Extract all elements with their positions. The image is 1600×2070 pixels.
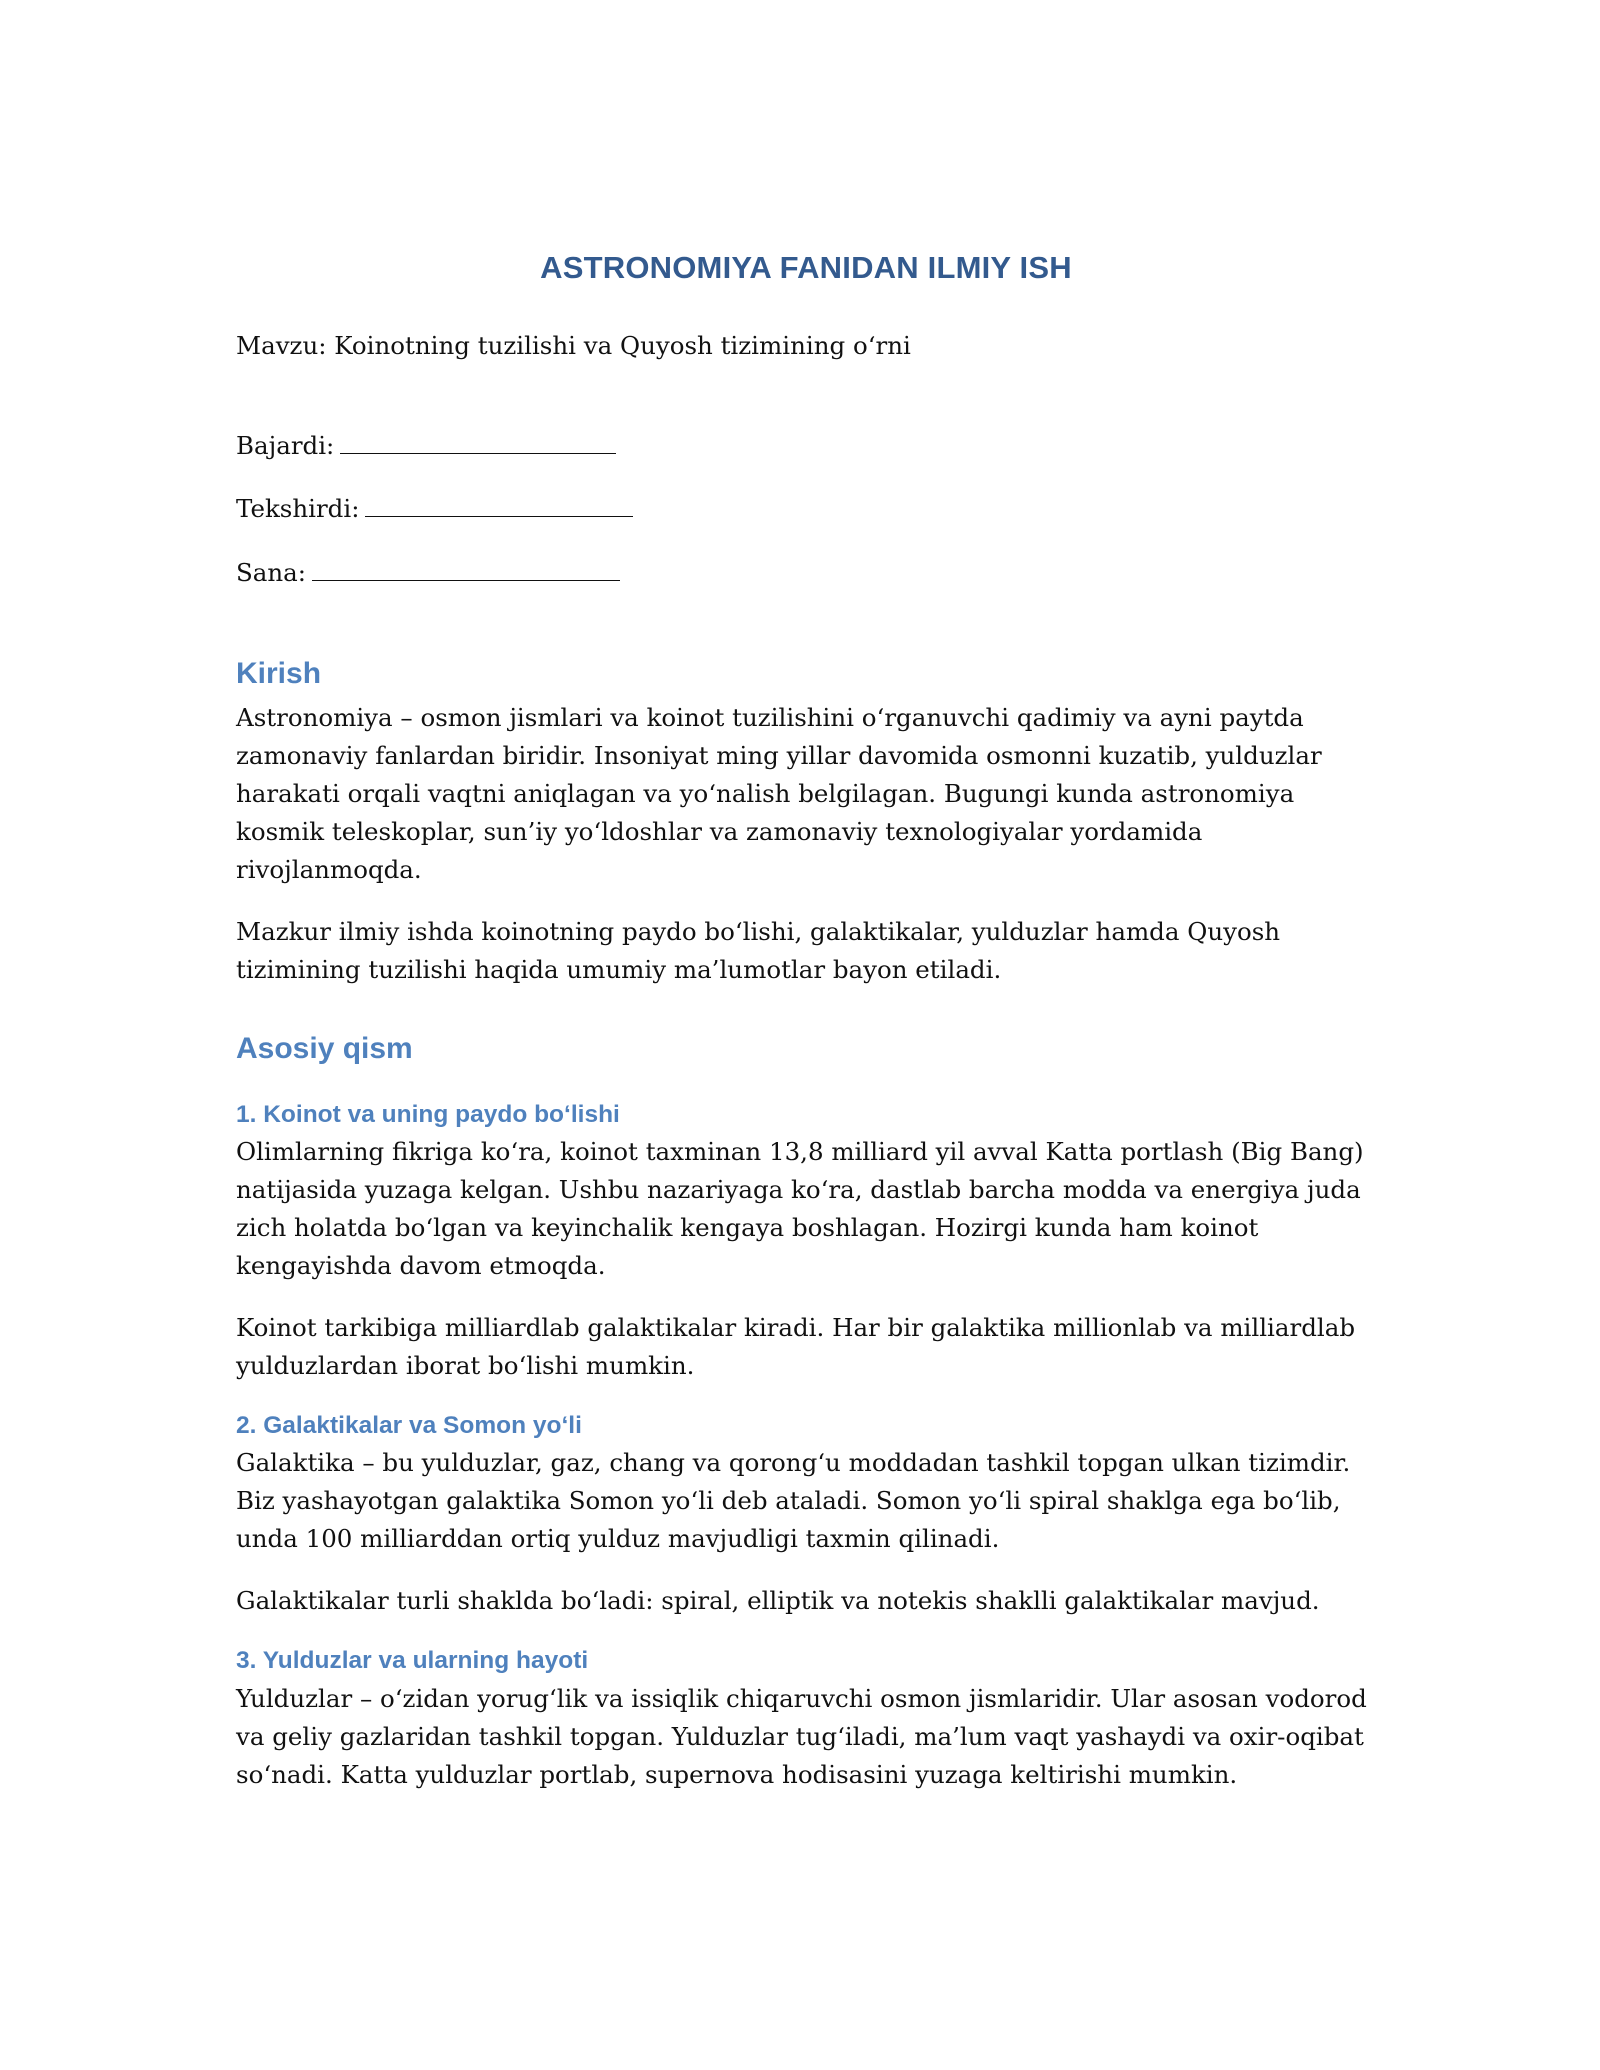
heading-asosiy-qism: Asosiy qism — [236, 1032, 413, 1066]
section-paragraph: Galaktika – bu yulduzlar, gaz, chang va qorong‘u moddadan tashkil topgan ulkan tizimdir. Biz yashayotgan galaktika Somon yo‘li deb ataladi. Somon yo‘li spiral shaklga ega bo‘lib, unda 100 milliarddan ortiq yulduz mavjudligi taxmin qilinadi. — [236, 1448, 1351, 1554]
intro-paragraph: Mazkur ilmiy ishda koinotning paydo bo‘lishi, galaktikalar, yulduzlar hamda Quyosh tizimining tuzilishi haqida umumiy ma’lumotlar bayon etiladi. — [236, 917, 1281, 985]
field-tekshirdi — [236, 491, 1376, 527]
section-heading: 3. Yulduzlar va ularning hayoti — [236, 1647, 589, 1675]
section-paragraph: Galaktikalar turli shaklda bo‘ladi: spiral, elliptik va notekis shaklli galaktikalar mavjud. — [236, 1586, 1320, 1616]
intro-paragraph: Astronomiya – osmon jismlari va koinot tuzilishini o‘rganuvchi qadimiy va ayni paytda zamonaviy fanlardan biridir. Insoniyat ming yillar davomida osmonni kuzatib, yulduzlar harakati orqali vaqtni aniqlagan va yo‘nalish belgilagan. Bugungi kunda astronomiya kosmik teleskoplar, sun’iy yo‘ldoshlar va zamonaviy texnologiyalar yordamida rivojlanmoqda. — [236, 703, 1322, 885]
document-title: ASTRONOMIYA FANIDAN ILMIY ISH — [540, 250, 1072, 285]
topic-line: Mavzu: Koinotning tuzilishi va Quyosh tizimining o‘rni — [236, 331, 911, 361]
section-paragraph: Olimlarning fikriga ko‘ra, koinot taxminan 13,8 milliard yil avval Katta portlash (Big Bang) natijasida yuzaga kelgan. Ushbu nazariyaga ko‘ra, dastlab barcha modda va energiya juda zich holatda bo‘lgan va keyinchalik kengaya boshlagan. Hozirgi kunda ham koinot kengayishda davom etmoqda. — [236, 1137, 1364, 1281]
field-bajardi — [236, 428, 1376, 464]
document-content — [236, 248, 1376, 1818]
field-tekshirdi-blank — [365, 494, 633, 517]
heading-kirish: Kirish — [236, 657, 322, 691]
field-tekshirdi-label: Tekshirdi: — [236, 494, 360, 524]
field-bajardi-blank — [340, 431, 616, 454]
section-heading: 2. Galaktikalar va Somon yo‘li — [236, 1412, 582, 1440]
section-paragraph: Yulduzlar – o‘zidan yorug‘lik va issiqlik chiqaruvchi osmon jismlaridir. Ular asosan vodorod va geliy gazlaridan tashkil topgan. Yulduzlar tug‘iladi, ma’lum vaqt yashaydi va oxir-oqibat so‘nadi. Katta yulduzlar portlab, supernova hodisasini yuzaga keltirishi mumkin. — [236, 1683, 1367, 1789]
section-paragraph: Koinot tarkibiga milliardlab galaktikalar kiradi. Har bir galaktika millionlab va milliardlab yulduzlardan iborat bo‘lishi mumkin. — [236, 1313, 1356, 1381]
field-sana — [236, 555, 1376, 591]
section-heading: 1. Koinot va uning paydo bo‘lishi — [236, 1101, 620, 1129]
field-sana-label: Sana: — [236, 557, 307, 587]
signature-fields — [236, 428, 1376, 591]
field-sana-blank — [312, 558, 620, 581]
field-bajardi-label: Bajardi: — [236, 430, 335, 460]
